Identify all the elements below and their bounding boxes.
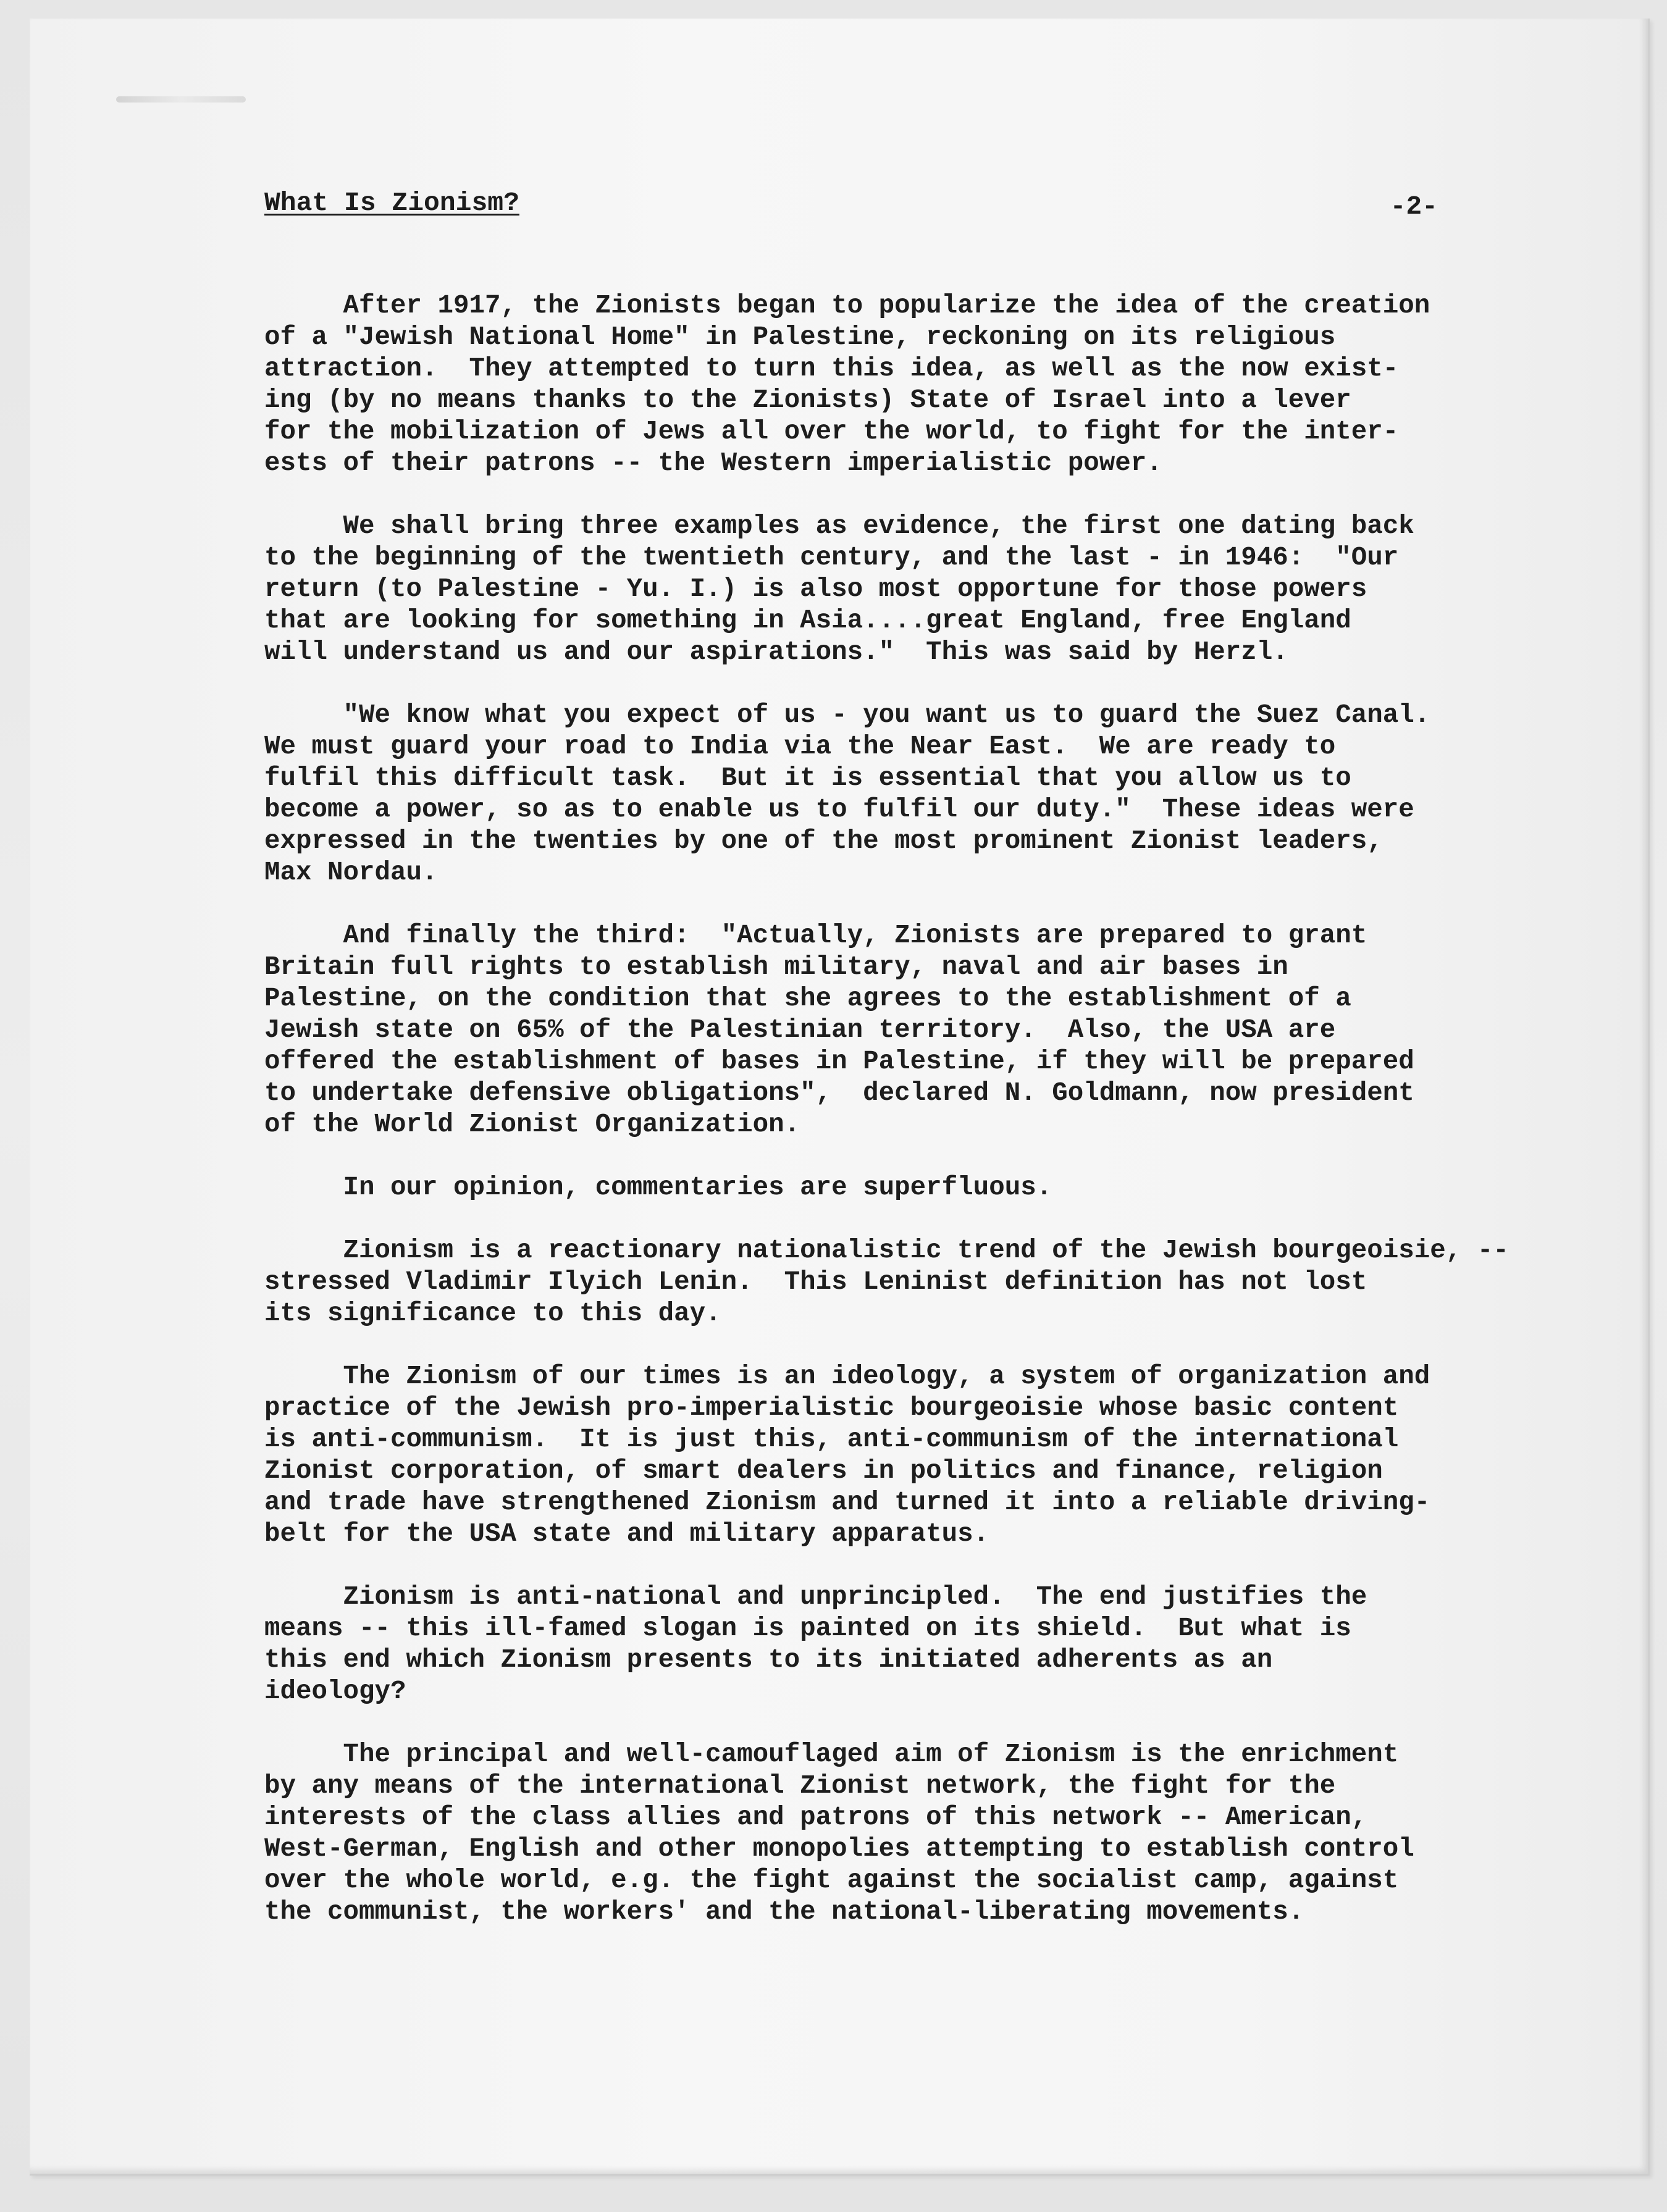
paragraph-anti-national: Zionism is anti-national and unprincipled. The end justifies the means -- this ill-famed slogan is painted on its shield. But what is this end which Zionism presents to its initiated adherents as an ideology? — [264, 1582, 1367, 1706]
document-body — [264, 290, 1509, 1928]
paragraph-principal-aim: The principal and well-camouflaged aim of Zionism is the enrichment by any means of the international Zionist network, the fight for the interests of the class allies and patrons of this network -- American, West-German, English and other monopolies attempting to establish control over the whole world, e.g. the fight against the socialist camp, against the communist, the workers' and the national-liberating movements. — [264, 1740, 1414, 1927]
page-header — [264, 188, 1438, 227]
page-number: -2- — [1390, 191, 1438, 222]
paragraph-three-examples-herzl: We shall bring three examples as evidence, the first one dating back to the beginning of the twentieth century, and the last - in 1946: "Our return (to Palestine - Yu. I.) is also most opportune for those powers that are looking for something in Asia....great England, free England will understand us and our aspirations." This was said by Herzl. — [264, 511, 1414, 667]
paragraph-goldmann-quote: And finally the third: "Actually, Zionists are prepared to grant Britain full rights to establish military, naval and air bases in Palestine, on the condition that she agrees to the establishment of a Jewish state on 65% of the Palestinian territory. Also, the USA are offered the establishment of bases in Palestine, if they will be prepared to undertake defensive obligations", declared N. Goldmann, now president of the World Zionist Organization. — [264, 921, 1414, 1139]
paragraph-suez-canal-nordau: "We know what you expect of us - you want us to guard the Suez Canal. We must guard your road to India via the Near East. We are ready to fulfil this difficult task. But it is essential that you allow us to become a power, so as to enable us to fulfil our duty." These ideas were expressed in the twenties by one of the most prominent Zionist leaders, Max Nordau. — [264, 700, 1430, 887]
paragraph-ideology-anticommunism: The Zionism of our times is an ideology, a system of organization and practice of the Jewish pro-imperialistic bourgeoisie whose basic content is anti-communism. It is just this, anti-communism of the international Zionist corporation, of smart dealers in politics and finance, religion and trade have strengthened Zionism and turned it into a reliable driving- belt for the USA state and military apparatus. — [264, 1362, 1430, 1549]
paragraph-lenin-definition: Zionism is a reactionary nationalistic trend of the Jewish bourgeoisie, -- stressed Vladimir Ilyich Lenin. This Leninist definition has not lost its significance to this day. — [264, 1236, 1509, 1328]
paper-smudge — [116, 96, 246, 103]
paragraph-1917-jewish-national-home: After 1917, the Zionists began to popularize the idea of the creation of a "Jewish National Home" in Palestine, reckoning on its religious attraction. They attempted to turn this idea, as well as the now exist- ing (by no means thanks to the Zionists) State of Israel into a lever for the mobilization of Jews all over the world, to fight for the inter- ests of their patrons -- the Western imperialistic power. — [264, 291, 1430, 478]
paragraph-commentaries: In our opinion, commentaries are superfluous. — [264, 1173, 1052, 1202]
document-title: What Is Zionism? — [264, 188, 519, 218]
